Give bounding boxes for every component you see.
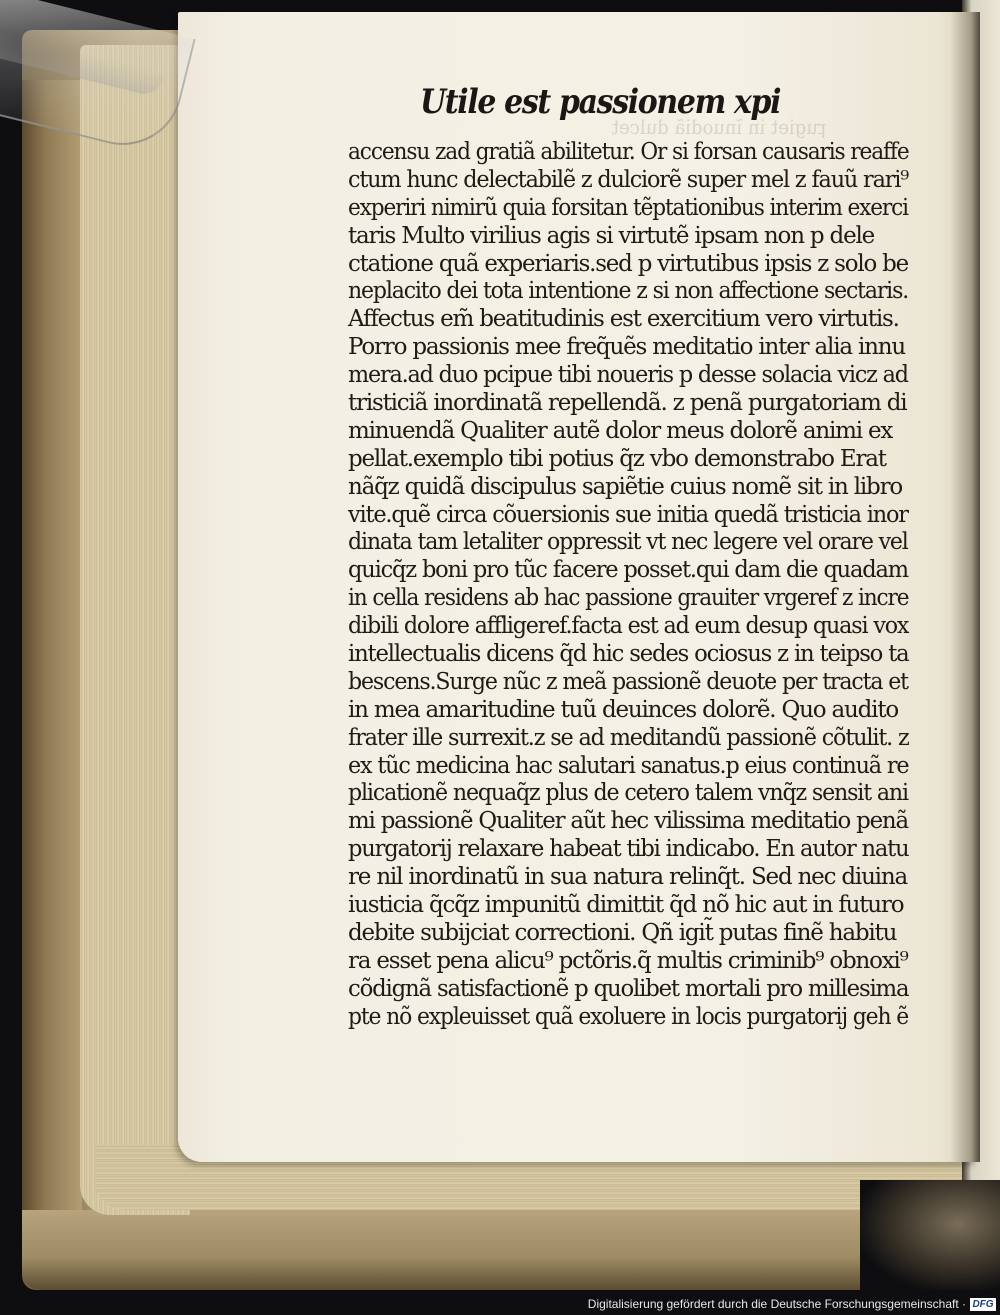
binding-bottom bbox=[22, 1210, 882, 1290]
text-line: ra esset pena alicu⁹ pctõris.q̃ multis criminib⁹ obnoxi⁹ bbox=[348, 947, 908, 974]
text-line: pte nõ expleuisset quã exoluere in locis purgatorij geh ẽ bbox=[348, 1003, 909, 1030]
text-line: debite subijciat correctioni. Qñ igit̃ putas finẽ habitu bbox=[348, 919, 897, 946]
text-line: dinata tam letaliter oppressit vt nec legere vel orare vel bbox=[348, 529, 908, 556]
text-line: in mea amaritudine tuũ deuinces dolorẽ. Quo audito bbox=[348, 696, 899, 723]
text-line: ex tũc medicina hac salutari sanatus.p eius continuã re bbox=[348, 752, 909, 779]
text-line: quicq̃z boni pro tũc facere posset.qui dam die quadam bbox=[348, 557, 908, 584]
text-line: purgatorij relaxare habeat tibi indicabo. En autor natu bbox=[348, 836, 909, 863]
text-line: accensu zad gratiã abilitetur. Or si forsan causaris reaffe bbox=[348, 139, 909, 165]
text-line: Porro passionis mee freq̃uẽs meditatio inter alia innu bbox=[348, 334, 905, 361]
running-head: Utile est passionem xpi bbox=[420, 82, 781, 122]
text-line: bescens.Surge nũc z meã passionẽ deuote per tracta et bbox=[348, 668, 908, 695]
text-line: in cella residens ab hac passione grauiter vrgeref z incre bbox=[348, 585, 909, 612]
text-line: cõdignã satisfactionẽ p quolibet mortali pro millesima bbox=[348, 975, 909, 1002]
text-line: tristiciã inordinatã repellendã. z penã purgatoriam di bbox=[348, 390, 907, 417]
text-line: taris Multo virilius agis si virtutẽ ipsam non p dele bbox=[348, 222, 875, 249]
text-line: neplacito dei tota intentione z si non affectione sectaris. bbox=[348, 278, 909, 305]
text-line: intellectualis dicens q̃d hic sedes ociosus z in teipso ta bbox=[348, 641, 909, 668]
page-stack-left bbox=[80, 45, 190, 1215]
text-line: Affectus em̃ beatitudinis est exercitium vero virtutis. bbox=[348, 306, 899, 333]
text-line: frater ille surrexit.z se ad meditandũ passionẽ cõtulit. z bbox=[348, 724, 909, 751]
text-line: dibili dolore affligeref.facta est ad eum desup quasi vox bbox=[348, 613, 909, 640]
page-gutter-shadow bbox=[950, 12, 980, 1162]
text-line: vite.quẽ circa cõuersionis sue initia quedã tristicia inor bbox=[348, 501, 908, 528]
binding-corner bbox=[860, 1180, 1000, 1290]
text-line: mera.ad duo pcipue tibi noueris p desse solacia vicz ad bbox=[348, 362, 908, 389]
text-line: ctatione quã experiaris.sed p virtutibus ipsis z solo be bbox=[348, 250, 908, 277]
text-line: nãq̃z quidã discipulus sapiẽtie cuius nomẽ sit in libro bbox=[348, 473, 903, 500]
text-line: ctum hunc delectabilẽ z dulciorẽ super mel z fauũ rari⁹ bbox=[348, 166, 909, 193]
text-line: iusticia q̃cq̃z impunitũ dimittit q̃d nõ hic aut in futuro bbox=[348, 892, 904, 919]
binding-edge bbox=[22, 80, 82, 1210]
text-column bbox=[348, 139, 908, 1032]
text-line: mi passionẽ Qualiter aũt hec vilissima meditatio penã bbox=[348, 808, 908, 835]
text-line: re nil inordinatũ in sua natura relinq̃t. Sed nec diuina bbox=[348, 864, 907, 891]
funding-credit: Digitalisierung gefördert durch die Deutsche Forschungsgemeinschaft · bbox=[587, 1297, 966, 1311]
dfg-logo: DFG bbox=[970, 1298, 996, 1311]
text-line: minuendã Qualiter autẽ dolor meus dolorẽ animi ex bbox=[348, 417, 893, 444]
text-line: plicationẽ nequaq̃z plus de cetero talem vnq̃z sensit ani bbox=[348, 780, 908, 807]
glass-page-holder-rim bbox=[0, 27, 165, 98]
text-line: experiri nimirũ quia forsitan tẽptationibus interim exerci bbox=[348, 194, 908, 221]
show-through-top: ꝼugiet in ĩnuodiã dulcet bbox=[611, 115, 827, 139]
text-line: pellat.exemplo tibi potius q̃z vbo demonstrabo Erat bbox=[348, 445, 886, 472]
